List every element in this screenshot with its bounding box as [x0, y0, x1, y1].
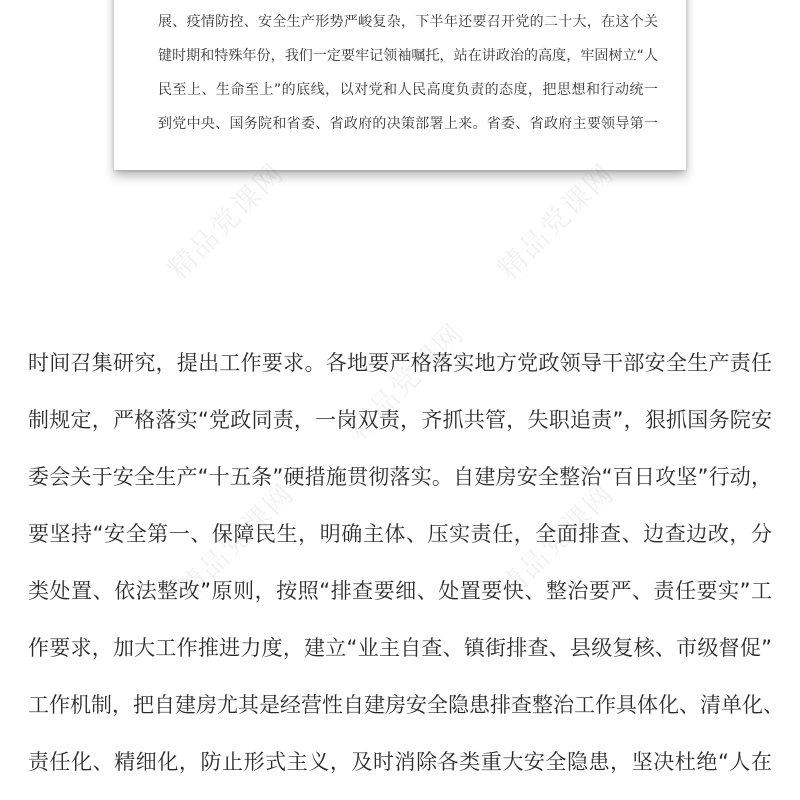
- body-line: 工作机制，把自建房尤其是经营性自建房安全隐患排查整治工作具体化、清单化、: [28, 693, 784, 717]
- card-line: 展、疫情防控、安全生产形势严峻复杂，下半年还要召开党的二十大，在这个关: [158, 14, 658, 30]
- watermark: 精品党课网: [161, 156, 291, 286]
- watermark: 精品党课网: [491, 476, 621, 606]
- watermark: 精品党课网: [341, 316, 471, 446]
- quoted-document-card: [114, 0, 686, 170]
- watermark: 精品党课网: [491, 156, 621, 286]
- body-line: 委会关于安全生产“十五条”硬措施贯彻落实。自建房安全整治“百日攻坚”行动，: [28, 465, 772, 489]
- body-line: 制规定，严格落实“党政同责，一岗双责，齐抓共管，失职追责”，狠抓国务院安: [28, 408, 772, 432]
- watermark: 精品党课网: [171, 476, 301, 606]
- card-line: 键时期和特殊年份，我们一定要牢记领袖嘱托，站在讲政治的高度，牢固树立“人: [158, 48, 658, 64]
- body-line: 类处置、依法整改”原则，按照“排查要细、处置要快、整治要严、责任要实”工: [28, 579, 772, 603]
- body-line: 责任化、精细化，防止形式主义，及时消除各类重大安全隐患，坚决杜绝“人在: [28, 750, 772, 774]
- body-line: 作要求，加大工作推进力度，建立“业主自查、镇街排查、县级复核、市级督促”: [28, 636, 772, 660]
- body-line: 时间召集研究，提出工作要求。各地要严格落实地方党政领导干部安全生产责任: [28, 351, 772, 375]
- card-line: 民至上、生命至上”的底线，以对党和人民高度负责的态度，把思想和行动统一: [158, 82, 658, 98]
- body-line: 要坚持“安全第一、保障民生，明确主体、压实责任，全面排查、边查边改，分: [28, 522, 772, 546]
- card-line: 到党中央、国务院和省委、省政府的决策部署上来。省委、省政府主要领导第一: [158, 116, 658, 132]
